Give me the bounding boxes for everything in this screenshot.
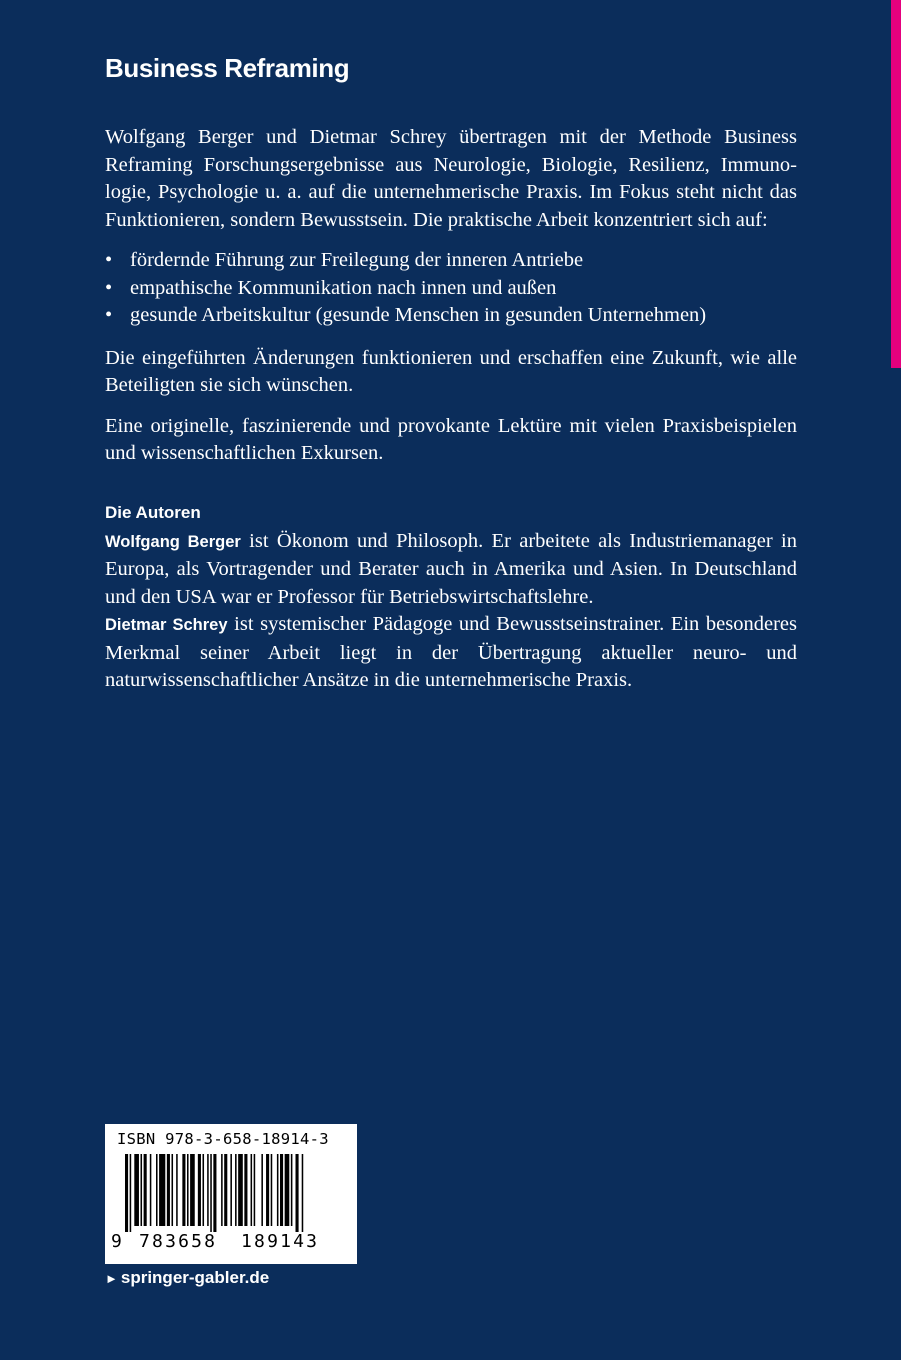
barcode-bar: [235, 1154, 237, 1226]
barcode-bar: [285, 1154, 290, 1226]
barcode-bar: [261, 1154, 263, 1226]
book-title: Business Reframing: [105, 53, 350, 83]
barcode-bar: [210, 1154, 212, 1232]
barcode-bar: [144, 1154, 147, 1226]
barcode-bar: [230, 1154, 232, 1226]
barcode-bar: [187, 1154, 189, 1226]
barcode-bar: [134, 1154, 139, 1226]
isbn-label: ISBN 978-3-658-18914-3: [117, 1130, 329, 1148]
barcode-bar: [141, 1154, 143, 1226]
barcode-bar: [207, 1154, 209, 1226]
bullet-icon: •: [105, 304, 113, 326]
barcode-bar: [238, 1154, 243, 1226]
barcode-bar: [266, 1154, 269, 1226]
accent-bar: [891, 0, 901, 368]
focus-list: [105, 247, 797, 330]
barcode-bar: [291, 1154, 293, 1226]
barcode-bar: [182, 1154, 185, 1226]
arrow-right-icon: ►: [105, 1271, 118, 1286]
barcode-bar: [150, 1154, 152, 1226]
barcode-digit-first: 9: [111, 1231, 122, 1252]
barcode-bar: [251, 1154, 253, 1226]
barcode-bars: [105, 1154, 357, 1234]
isbn-barcode: [105, 1124, 357, 1264]
list-item: • fördernde Führung zur Freilegung der inneren Antriebe: [105, 247, 797, 275]
barcode-bar: [190, 1154, 195, 1226]
bullet-icon: •: [105, 276, 113, 299]
author-name: Wolfgang Berger: [105, 532, 241, 551]
authors-heading: Die Autoren: [105, 502, 201, 522]
author-name: Dietmar Schrey: [105, 616, 228, 634]
author-bio-schrey: Dietmar Schrey ist systemischer Pädagoge und Bewusstseinstrainer. Ein besonderes Merkmal seiner Arbeit liegt in der Übertragung aktueller neuro- und naturwissenschaftlicher Ansätze in die unternehmerische Praxis.: [105, 613, 797, 691]
barcode-bar: [302, 1154, 304, 1232]
barcode-bar: [277, 1154, 279, 1226]
barcode-bar: [213, 1154, 216, 1232]
barcode-bar: [125, 1154, 128, 1232]
list-item: • gesunde Arbeitskultur (gesunde Menschen in gesunden Unternehmen): [105, 302, 797, 330]
website-label: springer-gabler.de: [120, 1268, 270, 1287]
reading-paragraph: Eine originelle, faszinierende und provokante Lektüre mit vielen Praxisbeispielen und wissenschaftlichen Exkursen.: [105, 414, 797, 464]
changes-paragraph: Die eingeführten Änderungen funktionieren und erschaffen eine Zukunft, wie alle Beteiligten sie sich wünschen.: [105, 346, 797, 396]
back-cover-text: [105, 48, 797, 695]
barcode-bar: [159, 1154, 165, 1226]
barcode-bar: [254, 1154, 256, 1226]
barcode-bar: [156, 1154, 158, 1226]
barcode-bar: [280, 1154, 283, 1226]
barcode-bar: [244, 1154, 247, 1226]
barcode-bar: [176, 1154, 178, 1226]
barcode-bar: [203, 1154, 205, 1226]
list-item: • empathische Kommunikation nach innen und außen: [105, 275, 797, 303]
barcode-digits-right: 189143: [241, 1231, 320, 1252]
barcode-bar: [221, 1154, 223, 1226]
bullet-icon: •: [105, 249, 113, 271]
publisher-website[interactable]: [105, 1268, 269, 1288]
barcode-bar: [296, 1154, 299, 1232]
barcode-bar: [172, 1154, 174, 1226]
intro-paragraph: Wolfgang Berger und Dietmar Schrey übertragen mit der Methode Business Reframing Forschungsergebnisse aus Neurologie, Biologie, Resilienz, Immunologie, Psychologie u. a. auf die unternehmerische Praxis. Im Fokus steht nicht das Funktionieren, sondern Bewusstsein. Die praktische Arbeit konzentriert sich auf:: [105, 126, 797, 231]
barcode-bar: [198, 1154, 201, 1226]
barcode-bar: [271, 1154, 273, 1226]
barcode-bar: [130, 1154, 132, 1232]
author-bio-berger: Wolfgang Berger ist Ökonom und Philosoph. Er arbeitete als Industriemanager in Europa, als Vortragender und Berater auch in Amerika und Asien. In Deutschland und den USA war er Professor für Betriebswirtschaftslehre.: [105, 529, 797, 608]
barcode-bar: [167, 1154, 170, 1226]
barcode-digits-left: 783658: [139, 1231, 218, 1252]
barcode-bar: [224, 1154, 227, 1226]
